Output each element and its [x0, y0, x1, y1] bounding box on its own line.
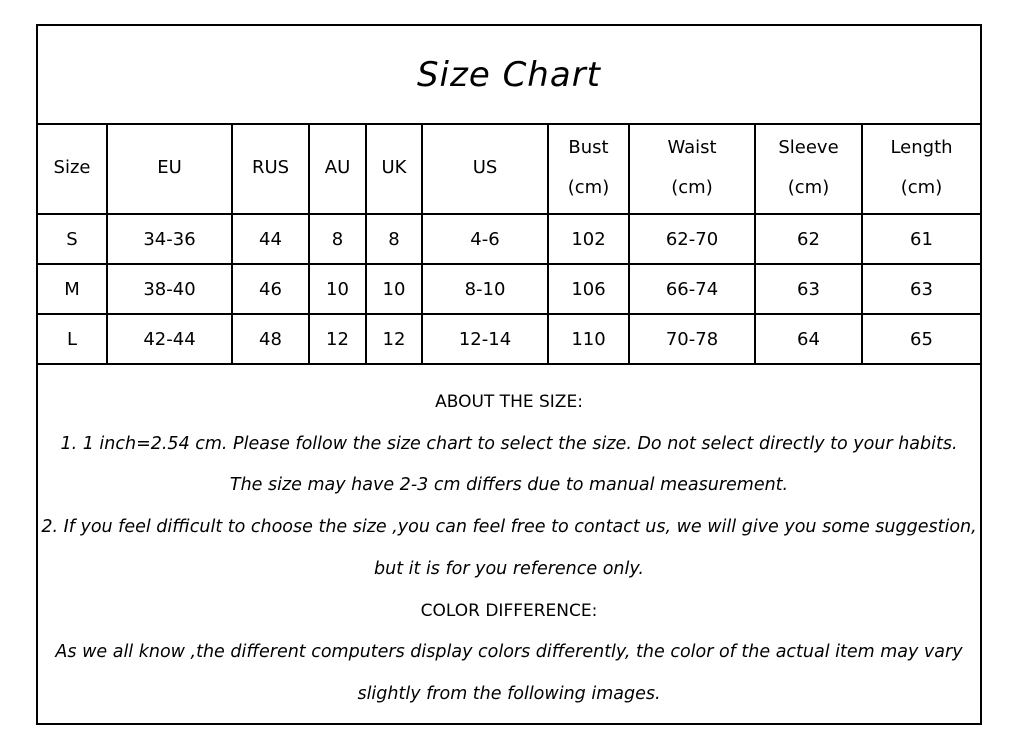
table-cell: 110	[548, 314, 629, 364]
table-cell: 8	[309, 214, 366, 264]
table-cell: 66-74	[629, 264, 755, 314]
table-cell: 44	[232, 214, 309, 264]
table-cell: 70-78	[629, 314, 755, 364]
note-line: but it is for you reference only.	[374, 558, 644, 579]
table-cell: 10	[366, 264, 422, 314]
color-difference-heading: COLOR DIFFERENCE:	[420, 600, 598, 621]
header-au: AU	[309, 123, 366, 214]
table-cell: 62-70	[629, 214, 755, 264]
header-rus: RUS	[232, 123, 309, 214]
table-cell: 106	[548, 264, 629, 314]
header-size: Size	[38, 123, 107, 214]
table-cell: M	[38, 264, 107, 314]
header-waist: Waist (cm)	[629, 123, 755, 214]
table-cell: 42-44	[107, 314, 232, 364]
table-cell: 46	[232, 264, 309, 314]
header-length: Length (cm)	[862, 123, 980, 214]
table-row	[38, 314, 980, 364]
table-cell: 61	[862, 214, 980, 264]
table-cell: 63	[755, 264, 862, 314]
table-cell: 4-6	[422, 214, 548, 264]
header-uk: UK	[366, 123, 422, 214]
table-cell: 102	[548, 214, 629, 264]
header-us: US	[422, 123, 548, 214]
size-notes	[38, 368, 980, 716]
table-cell: 63	[862, 264, 980, 314]
header-bust: Bust (cm)	[548, 123, 629, 214]
table-cell: 62	[755, 214, 862, 264]
table-cell: 48	[232, 314, 309, 364]
size-table	[38, 123, 980, 365]
size-chart-frame	[36, 24, 982, 725]
table-cell: 34-36	[107, 214, 232, 264]
table-cell: 64	[755, 314, 862, 364]
note-line: 2. If you feel difficult to choose the size ,you can feel free to contact us, we will give you some suggestion,	[41, 517, 977, 538]
table-cell: 10	[309, 264, 366, 314]
header-eu: EU	[107, 123, 232, 214]
table-cell: 38-40	[107, 264, 232, 314]
table-cell: 8	[366, 214, 422, 264]
table-row	[38, 214, 980, 264]
table-cell: 12	[309, 314, 366, 364]
table-row	[38, 264, 980, 314]
table-cell: 12-14	[422, 314, 548, 364]
table-cell: 8-10	[422, 264, 548, 314]
table-cell: 12	[366, 314, 422, 364]
table-cell: L	[38, 314, 107, 364]
header-row	[38, 123, 980, 214]
about-size-heading: ABOUT THE SIZE:	[435, 392, 583, 412]
page-title: Size Chart	[38, 26, 980, 125]
note-line: slightly from the following images.	[357, 683, 661, 704]
note-line: As we all know ,the different computers display colors differently, the color of the actual item may vary	[55, 642, 963, 663]
note-line: 1. 1 inch=2.54 cm. Please follow the size chart to select the size. Do not select directly to your habits.	[60, 433, 958, 454]
note-line: The size may have 2-3 cm differs due to manual measurement.	[229, 475, 789, 496]
table-cell: 65	[862, 314, 980, 364]
header-sleeve: Sleeve (cm)	[755, 123, 862, 214]
table-cell: S	[38, 214, 107, 264]
